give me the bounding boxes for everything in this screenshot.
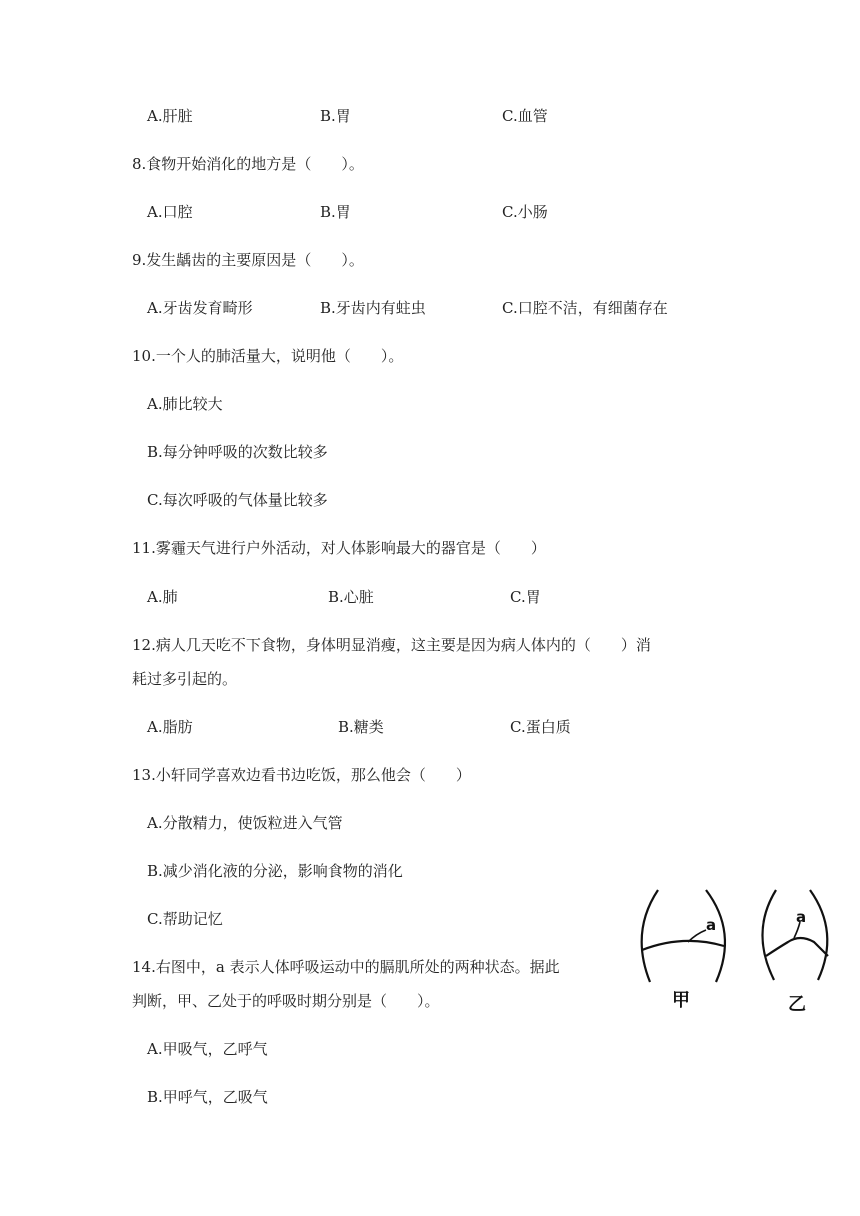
q13-option-a: A.分散精力，使饭粒进入气管	[147, 814, 343, 832]
figure-yi	[762, 890, 828, 980]
q12-option-c: C.蛋白质	[510, 718, 571, 736]
q8-option-a: A.口腔	[147, 203, 193, 221]
q7-option-b: B.胃	[320, 107, 351, 125]
q9-option-c: C.口腔不洁，有细菌存在	[502, 299, 668, 317]
diaphragm-figure	[628, 882, 848, 1032]
q8-option-b: B.胃	[320, 203, 351, 221]
q11-stem: 11.雾霾天气进行户外活动，对人体影响最大的器官是（ ）	[132, 539, 546, 557]
q10-option-b: B.每分钟呼吸的次数比较多	[147, 443, 328, 461]
q7-option-c: C.血管	[502, 107, 548, 125]
q13-option-c: C.帮助记忆	[147, 910, 223, 928]
figure-label-jia: 甲	[672, 990, 690, 1011]
q10-stem: 10.一个人的肺活量大，说明他（ ）。	[132, 347, 404, 365]
q14-stem-line1: 14.右图中，a 表示人体呼吸运动中的膈肌所处的两种状态。据此	[132, 958, 560, 976]
q14-option-b: B.甲呼气，乙吸气	[147, 1088, 268, 1106]
figure-label-a-jia: a	[706, 916, 717, 934]
q10-option-a: A.肺比较大	[147, 395, 223, 413]
figure-label-a-yi: a	[796, 908, 807, 926]
figure-label-yi: 乙	[788, 994, 806, 1015]
q12-stem-line2: 耗过多引起的。	[132, 670, 238, 688]
q14-option-a: A.甲吸气，乙呼气	[147, 1040, 268, 1058]
q13-option-b: B.减少消化液的分泌，影响食物的消化	[147, 862, 403, 880]
q11-option-a: A.肺	[147, 588, 178, 606]
q12-option-a: A.脂肪	[147, 718, 193, 736]
q11-option-c: C.胃	[510, 588, 541, 606]
q7-option-a: A.肝脏	[147, 107, 193, 125]
q9-option-b: B.牙齿内有蛀虫	[320, 299, 426, 317]
q14-stem-line2: 判断，甲、乙处于的呼吸时期分别是（ ）。	[132, 992, 440, 1010]
q9-option-a: A.牙齿发育畸形	[147, 299, 253, 317]
q11-option-b: B.心脏	[328, 588, 374, 606]
q9-stem: 9.发生龋齿的主要原因是（ ）。	[132, 251, 364, 269]
q8-stem: 8.食物开始消化的地方是（ ）。	[132, 155, 364, 173]
q8-option-c: C.小肠	[502, 203, 548, 221]
q12-option-b: B.糖类	[338, 718, 384, 736]
figure-jia	[642, 890, 725, 982]
q10-option-c: C.每次呼吸的气体量比较多	[147, 491, 328, 509]
q13-stem: 13.小轩同学喜欢边看书边吃饭，那么他会（ ）	[132, 766, 471, 784]
q12-stem-line1: 12.病人几天吃不下食物，身体明显消瘦，这主要是因为病人体内的（ ）消	[132, 636, 651, 654]
